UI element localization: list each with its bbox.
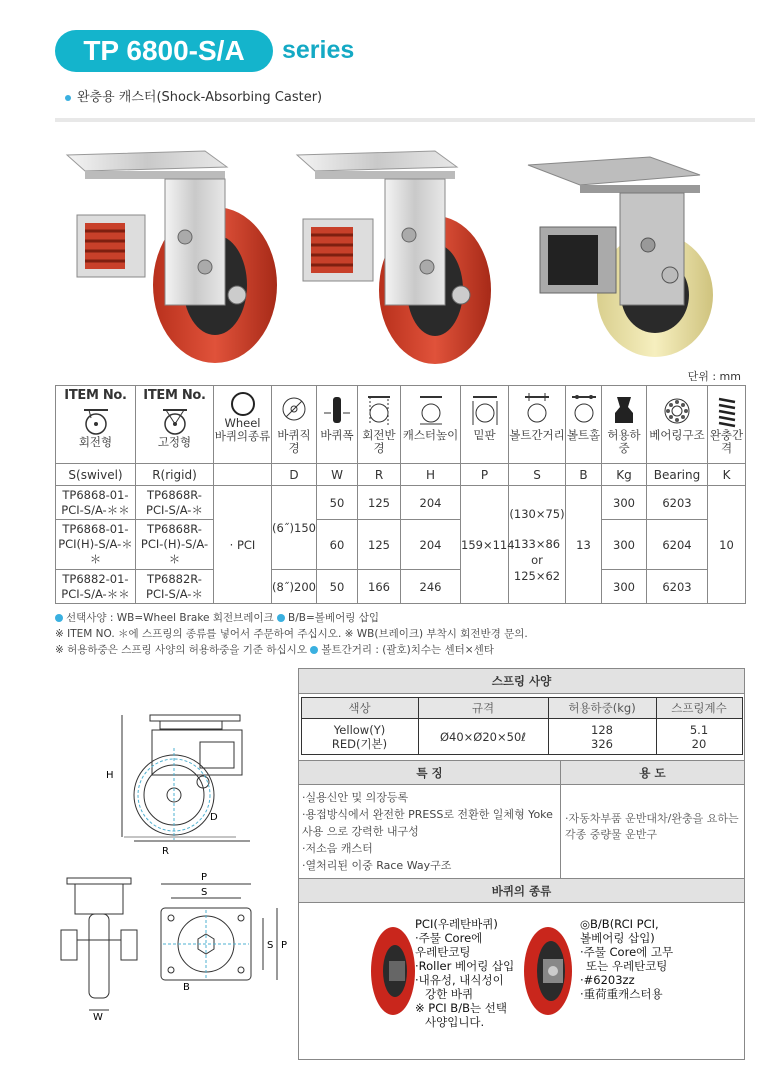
spring-colors — [301, 719, 418, 755]
hdr-width-label: 바퀴폭 — [320, 428, 354, 442]
bb-line: 볼베어링 삽입) — [580, 931, 655, 945]
bb-line: ◎B/B(RCI PCI, — [580, 917, 659, 931]
hdr-item-swivel-title: ITEM No. — [64, 388, 127, 403]
product-photos — [55, 135, 755, 365]
caster-photo-2 — [297, 151, 491, 364]
row3-h: 246 — [401, 570, 461, 604]
features-usage — [299, 760, 744, 878]
dim-s-side: S — [267, 940, 274, 951]
wheel-types — [299, 903, 744, 1091]
row2-swivel: TP6868-01-PCI(H)-S/A-＊＊ — [56, 520, 136, 570]
sym-d: D — [272, 464, 317, 486]
wheel-icon — [228, 391, 258, 417]
features-title: 특 징 — [299, 761, 560, 785]
spring-coef-red: 20 — [691, 736, 707, 751]
diameter-200: (8˝)200 — [272, 570, 317, 604]
dim-r: R — [162, 846, 169, 857]
feature-item: ·용접방식에서 완전한 PRESS로 전환한 일체형 Yoke 사용 으로 강력한 내구성 — [302, 808, 553, 838]
pci-description — [415, 917, 514, 1029]
note-load: ※ 허용하중은 스프링 사양의 허용하중을 기준 하십시오 — [55, 644, 307, 656]
bolt-distance-2: 133×86 — [513, 536, 561, 551]
model-badge: TP 6800-S/A — [55, 30, 273, 72]
bb-description — [580, 917, 673, 1001]
spring-hdr-color: 색상 — [301, 698, 418, 719]
sym-swivel: S(swivel) — [56, 464, 136, 486]
row2-r: 125 — [358, 520, 401, 570]
hdr-gap-label: 완충간격 — [709, 428, 744, 456]
features — [299, 761, 561, 878]
sym-rigid: R(rigid) — [136, 464, 214, 486]
sym-b: B — [566, 464, 602, 486]
subtitle-text: 완충용 캐스터(Shock-Absorbing Caster) — [77, 90, 323, 105]
note-bolt: 볼트간거리 : (괄호)치수는 센터×센타 — [321, 644, 494, 656]
top-plate-drawing — [155, 870, 295, 1000]
dim-w: W — [93, 1012, 103, 1020]
dim-b: B — [183, 982, 190, 993]
pci-line: ※ PCI B/B는 선택 — [415, 1001, 507, 1015]
hdr-wheel-label: 바퀴의종류 — [214, 429, 271, 444]
row3-w: 50 — [317, 570, 358, 604]
hdr-plate-label: 밑판 — [473, 428, 496, 442]
bullet-icon — [310, 646, 318, 654]
divider — [55, 118, 755, 122]
hdr-bolt-dist-label: 볼트간거리 — [509, 428, 565, 442]
spring-header-row — [301, 698, 742, 719]
subtitle — [65, 86, 322, 105]
row1-bearing: 6203 — [647, 486, 708, 520]
feature-item: ·실용신안 및 의장등록 — [302, 791, 409, 804]
table-row — [56, 570, 746, 604]
hdr-load-label: 허용하중 — [607, 428, 641, 456]
hdr-height — [401, 386, 461, 464]
sym-bearing: Bearing — [647, 464, 708, 486]
note-bb: B/B=볼베어링 삽입 — [288, 612, 379, 624]
notes — [55, 610, 528, 658]
spring-coef-yellow: 5.1 — [689, 722, 709, 737]
swivel-caster-icon — [81, 406, 111, 436]
row1-h: 204 — [401, 486, 461, 520]
hdr-item-rigid-label: 고정형 — [157, 434, 192, 449]
sym-kg: Kg — [602, 464, 647, 486]
dim-d: D — [210, 812, 218, 823]
pci-line: 사양입니다. — [425, 1015, 485, 1029]
diameter-150: (6˝)150 — [272, 486, 317, 570]
row1-rigid: TP6868R-PCI-S/A-＊ — [136, 486, 214, 520]
pci-line: 우레탄코팅 — [415, 945, 471, 959]
hdr-radius — [358, 386, 401, 464]
plate-size: 159×114 — [461, 486, 509, 604]
pci-line: ·주물 Core에 — [415, 931, 483, 945]
hdr-gap — [708, 386, 746, 464]
bolt-distance-3: 125×62 — [513, 568, 561, 583]
pci-line: 강한 바퀴 — [425, 987, 474, 1001]
hdr-diameter-label: 바퀴직경 — [277, 428, 311, 456]
hdr-bolt-hole-label: 볼트홀 — [566, 428, 601, 442]
sym-w: W — [317, 464, 358, 486]
usage — [561, 761, 744, 878]
diameter-icon — [279, 391, 309, 429]
bb-line: 또는 우레탄코팅 — [586, 959, 668, 973]
note-line-3 — [55, 642, 528, 658]
spec-table — [55, 385, 746, 604]
spec-header-row — [56, 386, 746, 464]
spring-coefs — [656, 719, 742, 755]
swivel-radius-icon — [364, 391, 394, 429]
hdr-plate — [461, 386, 509, 464]
bolt-distance — [509, 486, 566, 604]
spec-panel — [298, 668, 745, 1060]
bolt-hole-icon — [569, 391, 599, 429]
features-list — [299, 785, 560, 878]
series-label: series — [282, 36, 355, 64]
front-view-drawing — [55, 870, 155, 1020]
bb-line: ·重荷重캐스터용 — [580, 987, 663, 1001]
hdr-bearing — [647, 386, 708, 464]
rigid-caster-icon — [160, 406, 190, 436]
spring-loads — [548, 719, 656, 755]
hdr-height-label: 캐스터높이 — [402, 428, 459, 442]
row3-rigid: TP6882R-PCI-S/A-＊ — [136, 570, 214, 604]
bb-line: ·주물 Core에 고무 — [580, 945, 674, 959]
feature-item: ·열처리된 이중 Race Way구조 — [302, 859, 452, 872]
spring-color-red: RED(기본) — [331, 736, 388, 751]
bb-wheel-image — [521, 925, 575, 1017]
hdr-radius-label: 회전반경 — [362, 428, 396, 456]
hdr-load — [602, 386, 647, 464]
table-row — [56, 520, 746, 570]
bearing-icon — [662, 391, 692, 429]
caster-height-icon — [416, 391, 446, 429]
spring-hdr-coef: 스프링계수 — [656, 698, 742, 719]
bullet-icon — [277, 614, 285, 622]
pci-line: ·Roller 베어링 삽입 — [415, 959, 515, 973]
hdr-width — [317, 386, 358, 464]
dim-h: H — [106, 770, 114, 781]
row3-bearing: 6203 — [647, 570, 708, 604]
hdr-wheel — [214, 386, 272, 464]
caster-photo-1 — [67, 151, 277, 363]
row1-load: 300 — [602, 486, 647, 520]
spring-load-yellow: 128 — [591, 722, 613, 737]
side-view-drawing — [100, 700, 270, 865]
wheel-width-icon — [322, 391, 352, 429]
spring-color-yellow: Yellow(Y) — [333, 722, 386, 737]
row2-w: 60 — [317, 520, 358, 570]
dim-s: S — [201, 887, 208, 898]
row2-load: 300 — [602, 520, 647, 570]
hdr-wheel-title: Wheel — [224, 416, 261, 430]
usage-title: 용 도 — [561, 761, 744, 785]
sym-wheel — [214, 464, 272, 486]
dim-p-side: P — [281, 940, 288, 951]
pci-line: ·내유성, 내식성이 — [415, 973, 504, 987]
wheel-types-title: 바퀴의 종류 — [299, 878, 744, 903]
hdr-bolt-hole — [566, 386, 602, 464]
row3-r: 166 — [358, 570, 401, 604]
weight-icon — [609, 391, 639, 429]
dim-p: P — [201, 872, 208, 883]
feature-item: ·저소음 캐스터 — [302, 842, 373, 855]
hdr-bolt-dist — [509, 386, 566, 464]
hdr-item-swivel — [56, 386, 136, 464]
sym-k: K — [708, 464, 746, 486]
usage-text: ·자동차부품 운반대차/완충을 요하는 각종 중량물 운반구 — [565, 812, 739, 841]
spring-table — [301, 697, 743, 755]
hdr-diameter — [272, 386, 317, 464]
bolt-distance-or: or — [531, 552, 543, 567]
bolt-distance-icon — [522, 391, 552, 429]
row2-h: 204 — [401, 520, 461, 570]
spring-gap: 10 — [708, 486, 746, 604]
sym-r: R — [358, 464, 401, 486]
note-line-1 — [55, 610, 528, 626]
row3-load: 300 — [602, 570, 647, 604]
bolt-hole: 13 — [566, 486, 602, 604]
sym-h: H — [401, 464, 461, 486]
bullet-icon — [55, 614, 63, 622]
spring-value-row — [301, 719, 742, 755]
pci-line: PCI(우레탄바퀴) — [415, 917, 498, 931]
row2-bearing: 6204 — [647, 520, 708, 570]
spring-spec: Ø40×Ø20×50ℓ — [418, 719, 548, 755]
spring-load-red: 326 — [591, 736, 613, 751]
hdr-item-rigid — [136, 386, 214, 464]
spring-title: 스프링 사양 — [299, 669, 744, 694]
table-row — [56, 486, 746, 520]
caster-photo-3 — [528, 157, 713, 357]
row2-rigid: TP6868R-PCI-(H)-S/A-＊ — [136, 520, 214, 570]
spring-icon — [712, 391, 742, 429]
row1-swivel: TP6868-01-PCI-S/A-＊＊ — [56, 486, 136, 520]
row1-w: 50 — [317, 486, 358, 520]
sym-s: S — [509, 464, 566, 486]
unit-label: 단위 : mm — [687, 370, 741, 383]
note-line-2: ※ ITEM NO. ＊에 스프링의 종류를 넣어서 주문하여 주십시오. ※ WB(브레이크) 부착시 회전반경 문의. — [55, 628, 528, 640]
spring-hdr-spec: 규격 — [418, 698, 548, 719]
hdr-bearing-label: 베어링구조 — [649, 428, 705, 442]
row3-swivel: TP6882-01-PCI-S/A-＊＊ — [56, 570, 136, 604]
symbol-row — [56, 464, 746, 486]
wheel-type: · PCI — [214, 486, 272, 604]
hdr-item-rigid-title: ITEM No. — [143, 388, 206, 403]
sym-p: P — [461, 464, 509, 486]
note-options: 선택사양 : WB=Wheel Brake 회전브레이크 — [66, 612, 274, 624]
bullet-icon — [65, 95, 71, 101]
pci-wheel-image — [369, 925, 417, 1017]
bolt-distance-1: (130×75) — [509, 506, 565, 521]
spring-hdr-load: 허용하중(kg) — [548, 698, 656, 719]
top-plate-icon — [470, 391, 500, 429]
row1-r: 125 — [358, 486, 401, 520]
bb-line: ·#6203zz — [580, 973, 635, 987]
hdr-item-swivel-label: 회전형 — [78, 434, 113, 449]
